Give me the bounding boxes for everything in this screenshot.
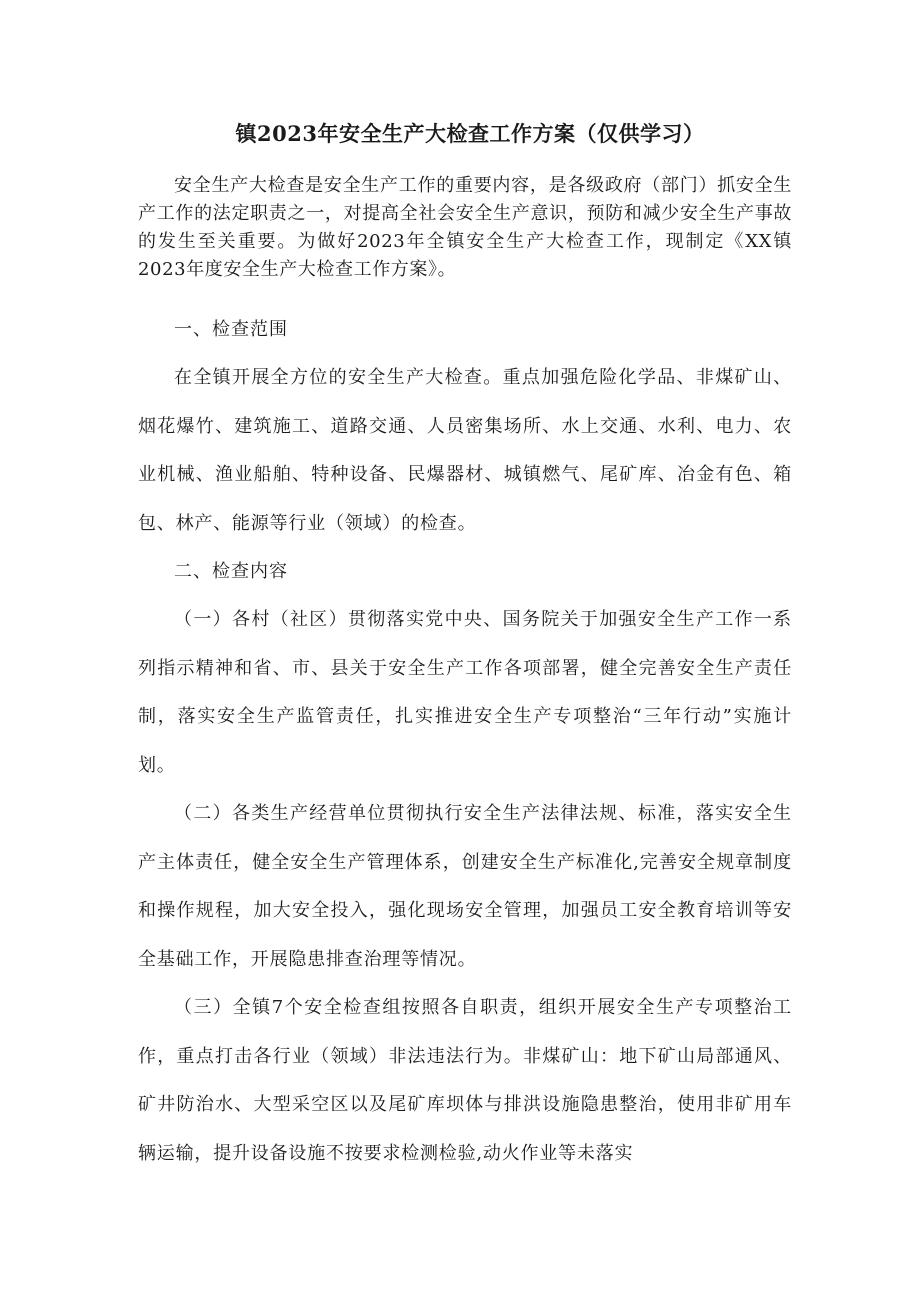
content-item-1: （一）各村（社区）贯彻落实党中央、国务院关于加强安全生产工作一系列指示精神和省、市、县关于安全生产工作各项部署，健全完善安全生产责任制，落实安全生产监管责任，扎实推进安全生产专项整治“三年行动”实施计划。 [138, 609, 792, 776]
content-item-3: （三）全镇7个安全检查组按照各自职责，组织开展安全生产专项整治工作，重点打击各行业（领域）非法违法行为。非煤矿山：地下矿山局部通风、矿井防治水、大型采空区以及尾矿库坝体与排洪设施隐患整治，使用非矿用车辆运输，提升设备设施不按要求检测检验,动火作业等未落实 [138, 997, 792, 1164]
intro-paragraph: 安全生产大检查是安全生产工作的重要内容，是各级政府（部门）抓安全生产工作的法定职责之一，对提高全社会安全生产意识，预防和减少安全生产事故的发生至关重要。为做好2023年全镇安全生产大检查工作，现制定《XX镇2023年度安全生产大检查工作方案》。 [138, 175, 792, 280]
content-item-2: （二）各类生产经营单位贯彻执行安全生产法律法规、标准，落实安全生产主体责任，健全安全生产管理体系，创建安全生产标准化,完善安全规章制度和操作规程，加大安全投入，强化现场安全管理，加强员工安全教育培训等安全基础工作，开展隐患排查治理等情况。 [138, 803, 792, 970]
scope-paragraph: 在全镇开展全方位的安全生产大检查。重点加强危险化学品、非煤矿山、烟花爆竹、建筑施工、道路交通、人员密集场所、水上交通、水利、电力、农业机械、渔业船舶、特种设备、民爆器材、城镇燃气、尾矿库、冶金有色、箱包、林产、能源等行业（领域）的检查。 [138, 367, 792, 534]
section-heading-content: 二、检查内容 [174, 561, 288, 582]
section-heading-scope: 一、检查范围 [174, 319, 288, 340]
document-title: 镇2023年安全生产大检查工作方案（仅供学习） [235, 121, 705, 146]
